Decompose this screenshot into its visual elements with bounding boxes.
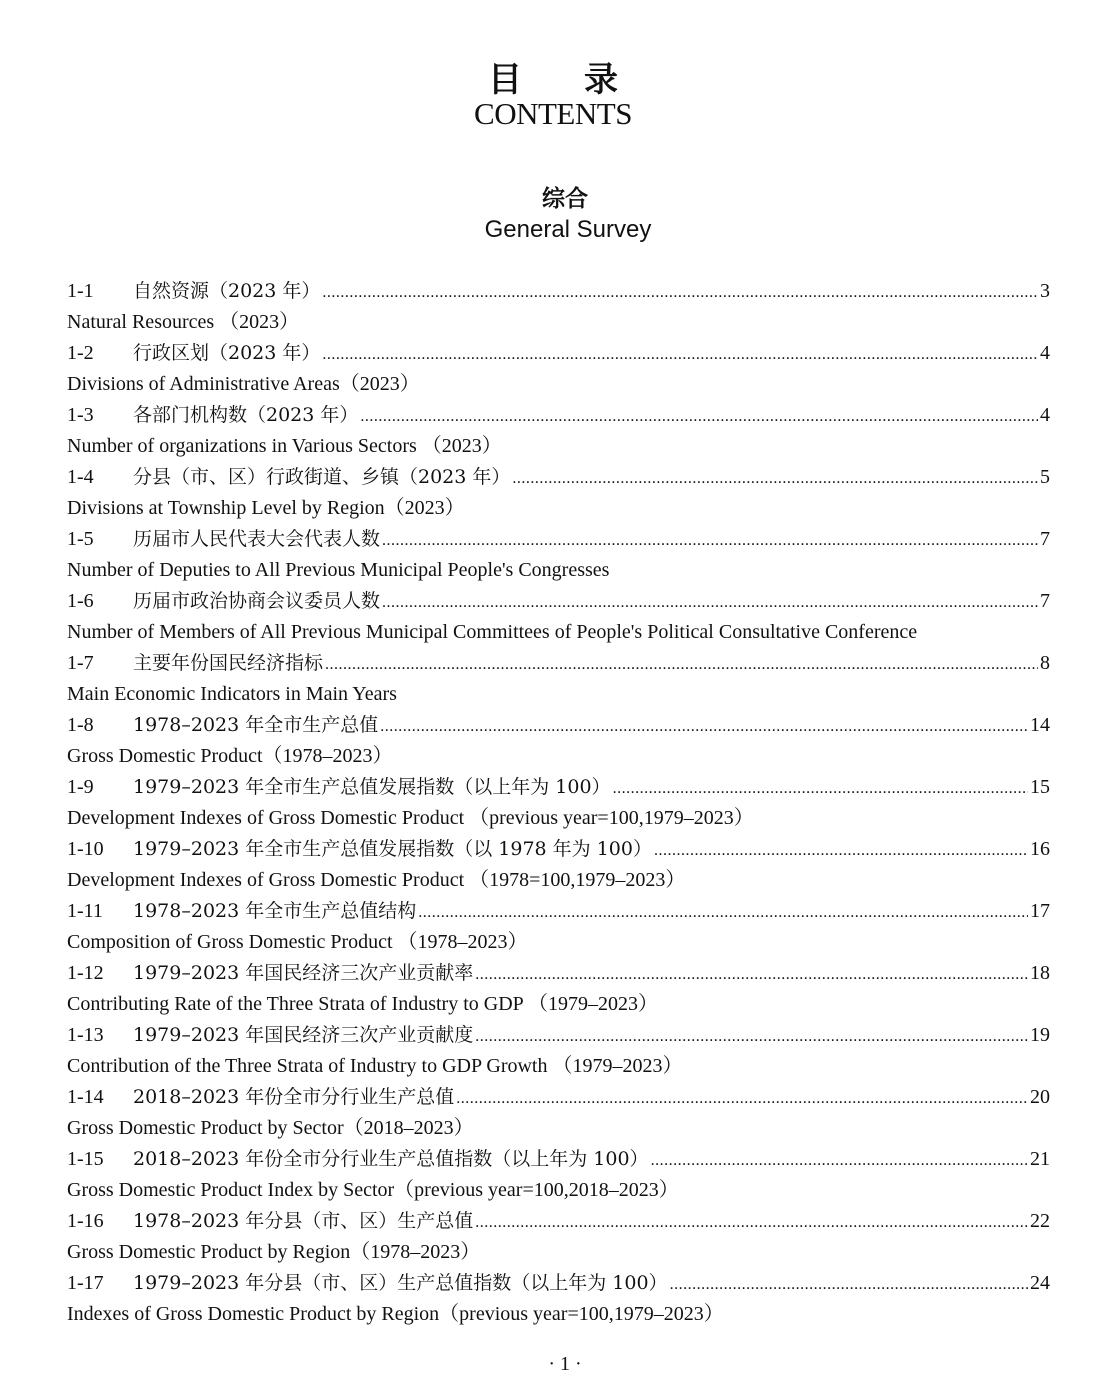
toc-entry-title-cn: 自然资源（2023 年） — [133, 280, 321, 302]
toc-entry-title-cn: 主要年份国民经济指标 — [133, 652, 324, 674]
toc-entry-title-en: Indexes of Gross Domestic Product by Region（previous year=100,1979–2023） — [67, 1303, 724, 1325]
toc-entry-number: 1-17 — [67, 1272, 104, 1294]
dot-leader — [382, 587, 1038, 617]
toc-entry-row[interactable] — [67, 648, 1050, 679]
toc-entry-page: 8 — [1040, 652, 1050, 674]
dot-leader — [670, 1269, 1028, 1299]
toc-entry-row[interactable] — [67, 772, 1050, 803]
toc-entry-row[interactable] — [67, 1144, 1050, 1175]
toc-entry-page: 7 — [1040, 528, 1050, 550]
toc-entry-row[interactable] — [67, 896, 1050, 927]
toc-entry-number: 1-7 — [67, 652, 94, 674]
toc-entry-row[interactable] — [67, 1020, 1050, 1051]
title-cn-char-2: 录 — [584, 60, 618, 100]
toc-entry-row[interactable] — [67, 1206, 1050, 1237]
toc-entry-row[interactable] — [67, 338, 1050, 369]
toc-entry-number: 1-9 — [67, 776, 94, 798]
toc-entry-title-en: Natural Resources （2023） — [67, 311, 300, 333]
toc-entry-number: 1-14 — [67, 1086, 104, 1108]
toc-entry-title-cn: 1979–2023 年全市生产总值发展指数（以上年为 100） — [133, 776, 611, 798]
toc-entry-number: 1-3 — [67, 404, 94, 426]
toc-entry-title-en: Contribution of the Three Strata of Industry to GDP Growth （1979–2023） — [67, 1055, 683, 1077]
toc-entry-page: 21 — [1030, 1148, 1050, 1170]
toc-entry-page: 15 — [1030, 776, 1050, 798]
dot-leader — [380, 711, 1028, 741]
toc-entry-title-en: Divisions of Administrative Areas（2023） — [67, 373, 420, 395]
toc-entry-title-cn: 1979–2023 年全市生产总值发展指数（以 1978 年为 100） — [133, 838, 652, 860]
toc-entry-title-en: Gross Domestic Product Index by Sector（previous year=100,2018–2023） — [67, 1179, 679, 1201]
dot-leader — [382, 525, 1038, 555]
toc-entry-number: 1-4 — [67, 466, 94, 488]
toc-entry-title-en: Number of Deputies to All Previous Municipal People's Congresses — [67, 559, 610, 581]
toc-entry-page: 4 — [1040, 342, 1050, 364]
toc-entry-page: 16 — [1030, 838, 1050, 860]
toc-entry-page: 3 — [1040, 280, 1050, 302]
toc-entry-row[interactable] — [67, 524, 1050, 555]
toc-entry-title-cn: 1978–2023 年全市生产总值结构 — [133, 900, 417, 922]
toc-entry-title-en: Main Economic Indicators in Main Years — [67, 683, 397, 705]
dot-leader — [322, 339, 1038, 369]
toc-entry-title-en: Number of Members of All Previous Municipal Committees of People's Political Consultative Conference — [67, 621, 918, 643]
toc-entry-number: 1-15 — [67, 1148, 104, 1170]
title-cn-char-1: 目 — [488, 60, 522, 100]
toc-entry-title-en: Gross Domestic Product by Sector（2018–2023） — [67, 1117, 474, 1139]
toc-entry-title-cn: 1979–2023 年国民经济三次产业贡献率 — [133, 962, 474, 984]
toc-entry-number: 1-5 — [67, 528, 94, 550]
toc-entry-title-cn: 1979–2023 年国民经济三次产业贡献度 — [133, 1024, 474, 1046]
toc-entry-title-cn: 1978–2023 年分县（市、区）生产总值 — [133, 1210, 474, 1232]
toc-entry-page: 5 — [1040, 466, 1050, 488]
section-title-cn: 综合 — [542, 186, 588, 212]
toc-entry-number: 1-13 — [67, 1024, 104, 1046]
dot-leader — [654, 835, 1028, 865]
toc-entry-page: 14 — [1030, 714, 1050, 736]
toc-entry-title-cn: 2018–2023 年份全市分行业生产总值指数（以上年为 100） — [133, 1148, 649, 1170]
toc-entry-title-cn: 各部门机构数（2023 年） — [133, 404, 359, 426]
toc-entry-title-en: Composition of Gross Domestic Product （1978–2023） — [67, 931, 528, 953]
toc-entry-number: 1-16 — [67, 1210, 104, 1232]
toc-entry-row[interactable] — [67, 586, 1050, 617]
toc-entry-title-en: Gross Domestic Product（1978–2023） — [67, 745, 393, 767]
toc-entry-number: 1-6 — [67, 590, 94, 612]
toc-entry-page: 4 — [1040, 404, 1050, 426]
contents-title-en: CONTENTS — [474, 96, 632, 131]
toc-entry-title-en: Contributing Rate of the Three Strata of Industry to GDP （1979–2023） — [67, 993, 659, 1015]
toc-entry-number: 1-1 — [67, 280, 94, 302]
toc-entry-number: 1-2 — [67, 342, 94, 364]
dot-leader — [475, 1207, 1028, 1237]
toc-entry-title-en: Divisions at Township Level by Region（2023） — [67, 497, 465, 519]
toc-entry-page: 22 — [1030, 1210, 1050, 1232]
toc-entry-title-cn: 历届市政治协商会议委员人数 — [133, 590, 381, 612]
page-number: · 1 · — [548, 1353, 582, 1375]
toc-entry-title-cn: 历届市人民代表大会代表人数 — [133, 528, 381, 550]
dot-leader — [613, 773, 1028, 803]
toc-entry-page: 7 — [1040, 590, 1050, 612]
dot-leader — [475, 959, 1028, 989]
toc-entry-title-cn: 分县（市、区）行政街道、乡镇（2023 年） — [133, 466, 511, 488]
toc-entry-row[interactable] — [67, 1268, 1050, 1299]
dot-leader — [456, 1083, 1028, 1113]
dot-leader — [475, 1021, 1028, 1051]
toc-entry-number: 1-12 — [67, 962, 104, 984]
toc-entry-title-en: Development Indexes of Gross Domestic Product （1978=100,1979–2023） — [67, 869, 686, 891]
toc-entry-number: 1-10 — [67, 838, 104, 860]
dot-leader — [651, 1145, 1028, 1175]
toc-entry-title-cn: 1979–2023 年分县（市、区）生产总值指数（以上年为 100） — [133, 1272, 668, 1294]
dot-leader — [322, 277, 1038, 307]
toc-entry-row[interactable] — [67, 276, 1050, 307]
toc-entry-page: 20 — [1030, 1086, 1050, 1108]
toc-entry-row[interactable] — [67, 462, 1050, 493]
toc-entry-page: 19 — [1030, 1024, 1050, 1046]
toc-entry-page: 24 — [1030, 1272, 1050, 1294]
toc-entry-title-en: Gross Domestic Product by Region（1978–2023） — [67, 1241, 481, 1263]
dot-leader — [360, 401, 1038, 431]
dot-leader — [512, 463, 1038, 493]
toc-entry-page: 17 — [1030, 900, 1050, 922]
toc-entry-row[interactable] — [67, 710, 1050, 741]
toc-entry-title-cn: 行政区划（2023 年） — [133, 342, 321, 364]
toc-entry-title-cn: 1978–2023 年全市生产总值 — [133, 714, 379, 736]
toc-entry-row[interactable] — [67, 400, 1050, 431]
toc-entry-row[interactable] — [67, 1082, 1050, 1113]
toc-entry-title-en: Number of organizations in Various Sectors （2023） — [67, 435, 502, 457]
toc-entry-row[interactable] — [67, 958, 1050, 989]
toc-list — [67, 276, 1050, 1330]
toc-entry-page: 18 — [1030, 962, 1050, 984]
toc-entry-number: 1-11 — [67, 900, 103, 922]
toc-entry-row[interactable] — [67, 834, 1050, 865]
dot-leader — [418, 897, 1028, 927]
toc-entry-title-cn: 2018–2023 年份全市分行业生产总值 — [133, 1086, 455, 1108]
dot-leader — [325, 649, 1038, 679]
toc-entry-title-en: Development Indexes of Gross Domestic Product （previous year=100,1979–2023） — [67, 807, 754, 829]
section-title-en: General Survey — [484, 216, 652, 243]
toc-entry-number: 1-8 — [67, 714, 94, 736]
